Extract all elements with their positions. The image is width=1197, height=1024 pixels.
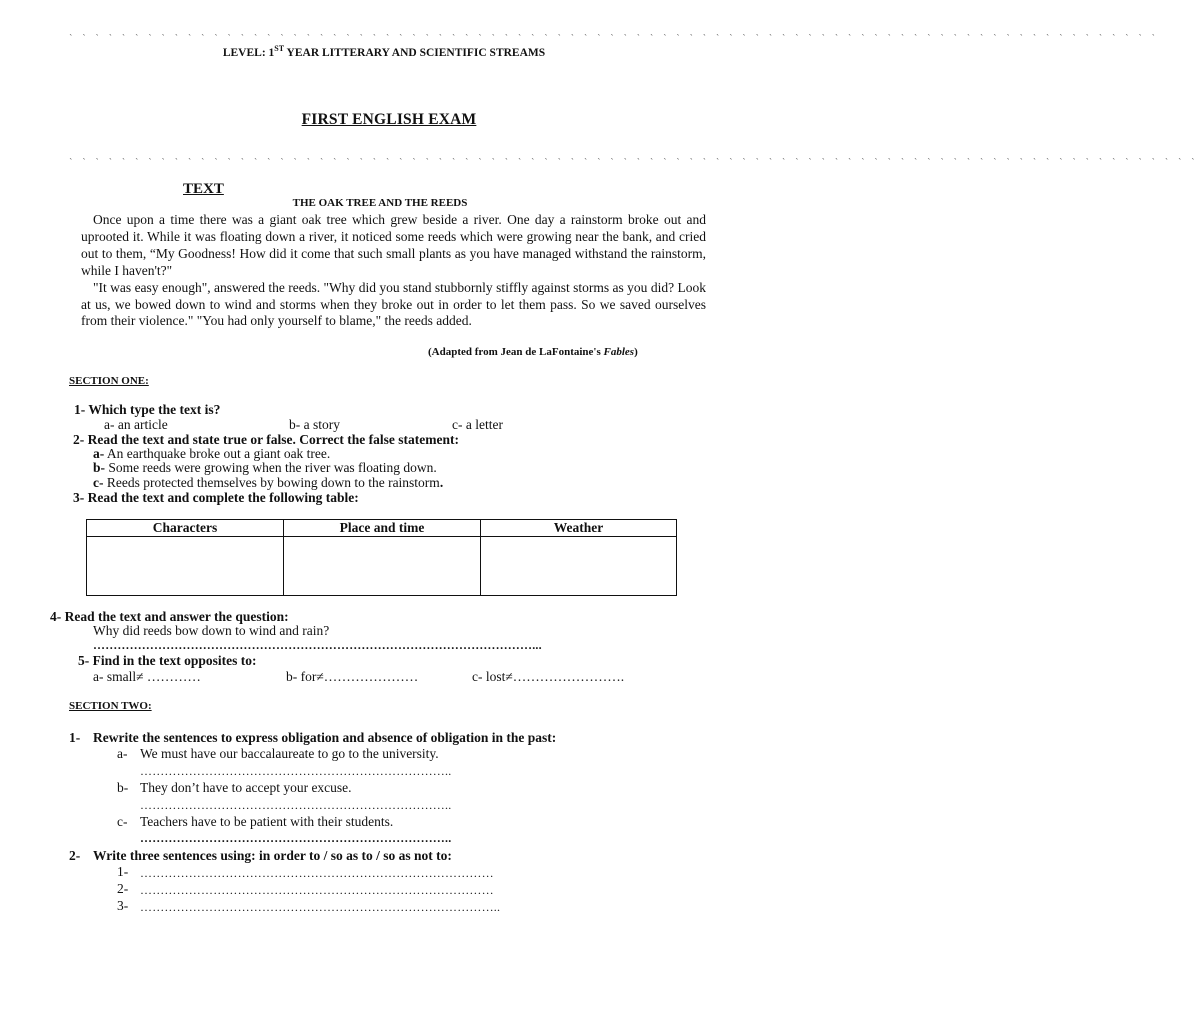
s2q1-item-b-answer-line: ………………………………………………………………….. [140, 798, 452, 812]
story-paragraph-2: "It was easy enough", answered the reeds. "Why did you stand stubbornly stiffly against storms as you did? Look at us, we bowed down to wind and storms when they broke out in order to let them pass. So we saved ourselves from their violence." "You had only yourself to blame," the reeds added. [81, 279, 706, 329]
story-body [81, 212, 706, 330]
s2-question-2-number: 2- [69, 848, 81, 863]
s2q1-item-b-text: They don’t have to accept your excuse. [140, 780, 352, 795]
s2q1-item-a-letter: a- [117, 746, 128, 761]
s2q2-line-1-answer: …………………………………………………………………………… [140, 866, 494, 880]
column-header-weather: Weather [481, 520, 677, 537]
s2-question-1-number: 1- [69, 730, 81, 745]
question-2-label: 2- Read the text and state true or false. Correct the false statement: [73, 432, 460, 447]
q4-question: Why did reeds bow down to wind and rain? [93, 623, 330, 638]
decorative-border-mid: ` ` ` ` ` ` ` ` ` ` ` ` ` ` ` ` ` ` ` ` ` ` ` ` ` ` ` ` ` ` ` ` ` ` ` ` ` ` ` ` ` ` ` ` ` ` ` ` ` ` ` ` ` ` ` ` ` ` ` ` ` ` ` ` ` ` ` ` ` ` ` ` ` ` ` ` ` ` ` ` ` ` ` ` ` ` [68, 158, 1197, 168]
q1-option-b: b- a story [289, 417, 340, 432]
table-header-row [87, 520, 677, 537]
s2-question-1-label: Rewrite the sentences to express obligation and absence of obligation in the past: [93, 730, 557, 745]
q1-option-c: c- a letter [452, 417, 503, 432]
column-header-place-time: Place and time [284, 520, 481, 537]
s2-question-2-label: Write three sentences using: in order to / so as to / so as not to: [93, 848, 452, 863]
answer-cell-characters[interactable] [87, 537, 284, 596]
level-line: LEVEL: 1ST YEAR LITTERARY AND SCIENTIFIC STREAMS [222, 44, 546, 59]
source-attribution: (Adapted from Jean de LaFontaine's Fables) [428, 346, 638, 358]
text-heading: TEXT [183, 181, 224, 197]
q5-item-b: b- for≠………………… [286, 669, 419, 684]
s2q1-item-c-answer-line: ………………………………………………………………….. [140, 831, 452, 845]
question-3-label: 3- Read the text and complete the following table: [73, 490, 359, 505]
story-title: THE OAK TREE AND THE REEDS [292, 197, 468, 209]
q2-statement-a: a- An earthquake broke out a giant oak tree. [93, 446, 331, 461]
s2q2-line-3-answer: …………………………………………………………………………….. [140, 900, 501, 914]
s2q2-line-1-number: 1- [117, 864, 129, 879]
question-5-label: 5- Find in the text opposites to: [78, 653, 257, 668]
q1-option-a: a- an article [104, 417, 168, 432]
decorative-border-top: ` ` ` ` ` ` ` ` ` ` ` ` ` ` ` ` ` ` ` ` ` ` ` ` ` ` ` ` ` ` ` ` ` ` ` ` ` ` ` ` ` ` ` ` ` ` ` ` ` ` ` ` ` ` ` ` ` ` ` ` ` ` ` ` ` ` ` ` ` ` ` ` ` ` ` ` ` ` ` ` ` ` ` [68, 34, 1158, 44]
q4-answer-line: ………………………………………………………………………………………………... [93, 638, 542, 652]
s2q2-line-2-number: 2- [117, 881, 129, 896]
q5-item-a: a- small≠ ………… [93, 669, 201, 684]
s2q1-item-a-answer-line: ………………………………………………………………….. [140, 764, 452, 778]
exam-title: FIRST ENGLISH EXAM [301, 111, 477, 128]
s2q2-line-2-answer: …………………………………………………………………………… [140, 883, 494, 897]
answer-table [86, 519, 677, 596]
story-paragraph-1: Once upon a time there was a giant oak tree which grew beside a river. One day a rainstorm broke out and uprooted it. While it was floating down a river, it noticed some reeds which were growing near the bank, and cried out to them, “My Goodness! How did it come that such small plants as you have managed withstand the rainstorm, while I haven't?" [81, 212, 706, 278]
section-one-heading: SECTION ONE: [69, 375, 149, 387]
answer-cell-place-time[interactable] [284, 537, 481, 596]
question-4-label: 4- Read the text and answer the question: [50, 609, 289, 624]
q5-item-c: c- lost≠……………………. [472, 669, 625, 684]
q2-statement-c: c- Reeds protected themselves by bowing down to the rainstorm. [93, 475, 444, 490]
s2q1-item-b-letter: b- [117, 780, 129, 795]
table-answer-row [87, 537, 677, 596]
section-two-heading: SECTION TWO: [69, 700, 152, 712]
column-header-characters: Characters [87, 520, 284, 537]
s2q1-item-c-letter: c- [117, 814, 128, 829]
question-1-label: 1- Which type the text is? [74, 402, 221, 417]
s2q1-item-a-text: We must have our baccalaureate to go to the university. [140, 746, 439, 761]
s2q1-item-c-text: Teachers have to be patient with their students. [140, 814, 394, 829]
answer-cell-weather[interactable] [481, 537, 677, 596]
s2q2-line-3-number: 3- [117, 898, 129, 913]
q2-statement-b: b- Some reeds were growing when the river was floating down. [93, 460, 437, 475]
